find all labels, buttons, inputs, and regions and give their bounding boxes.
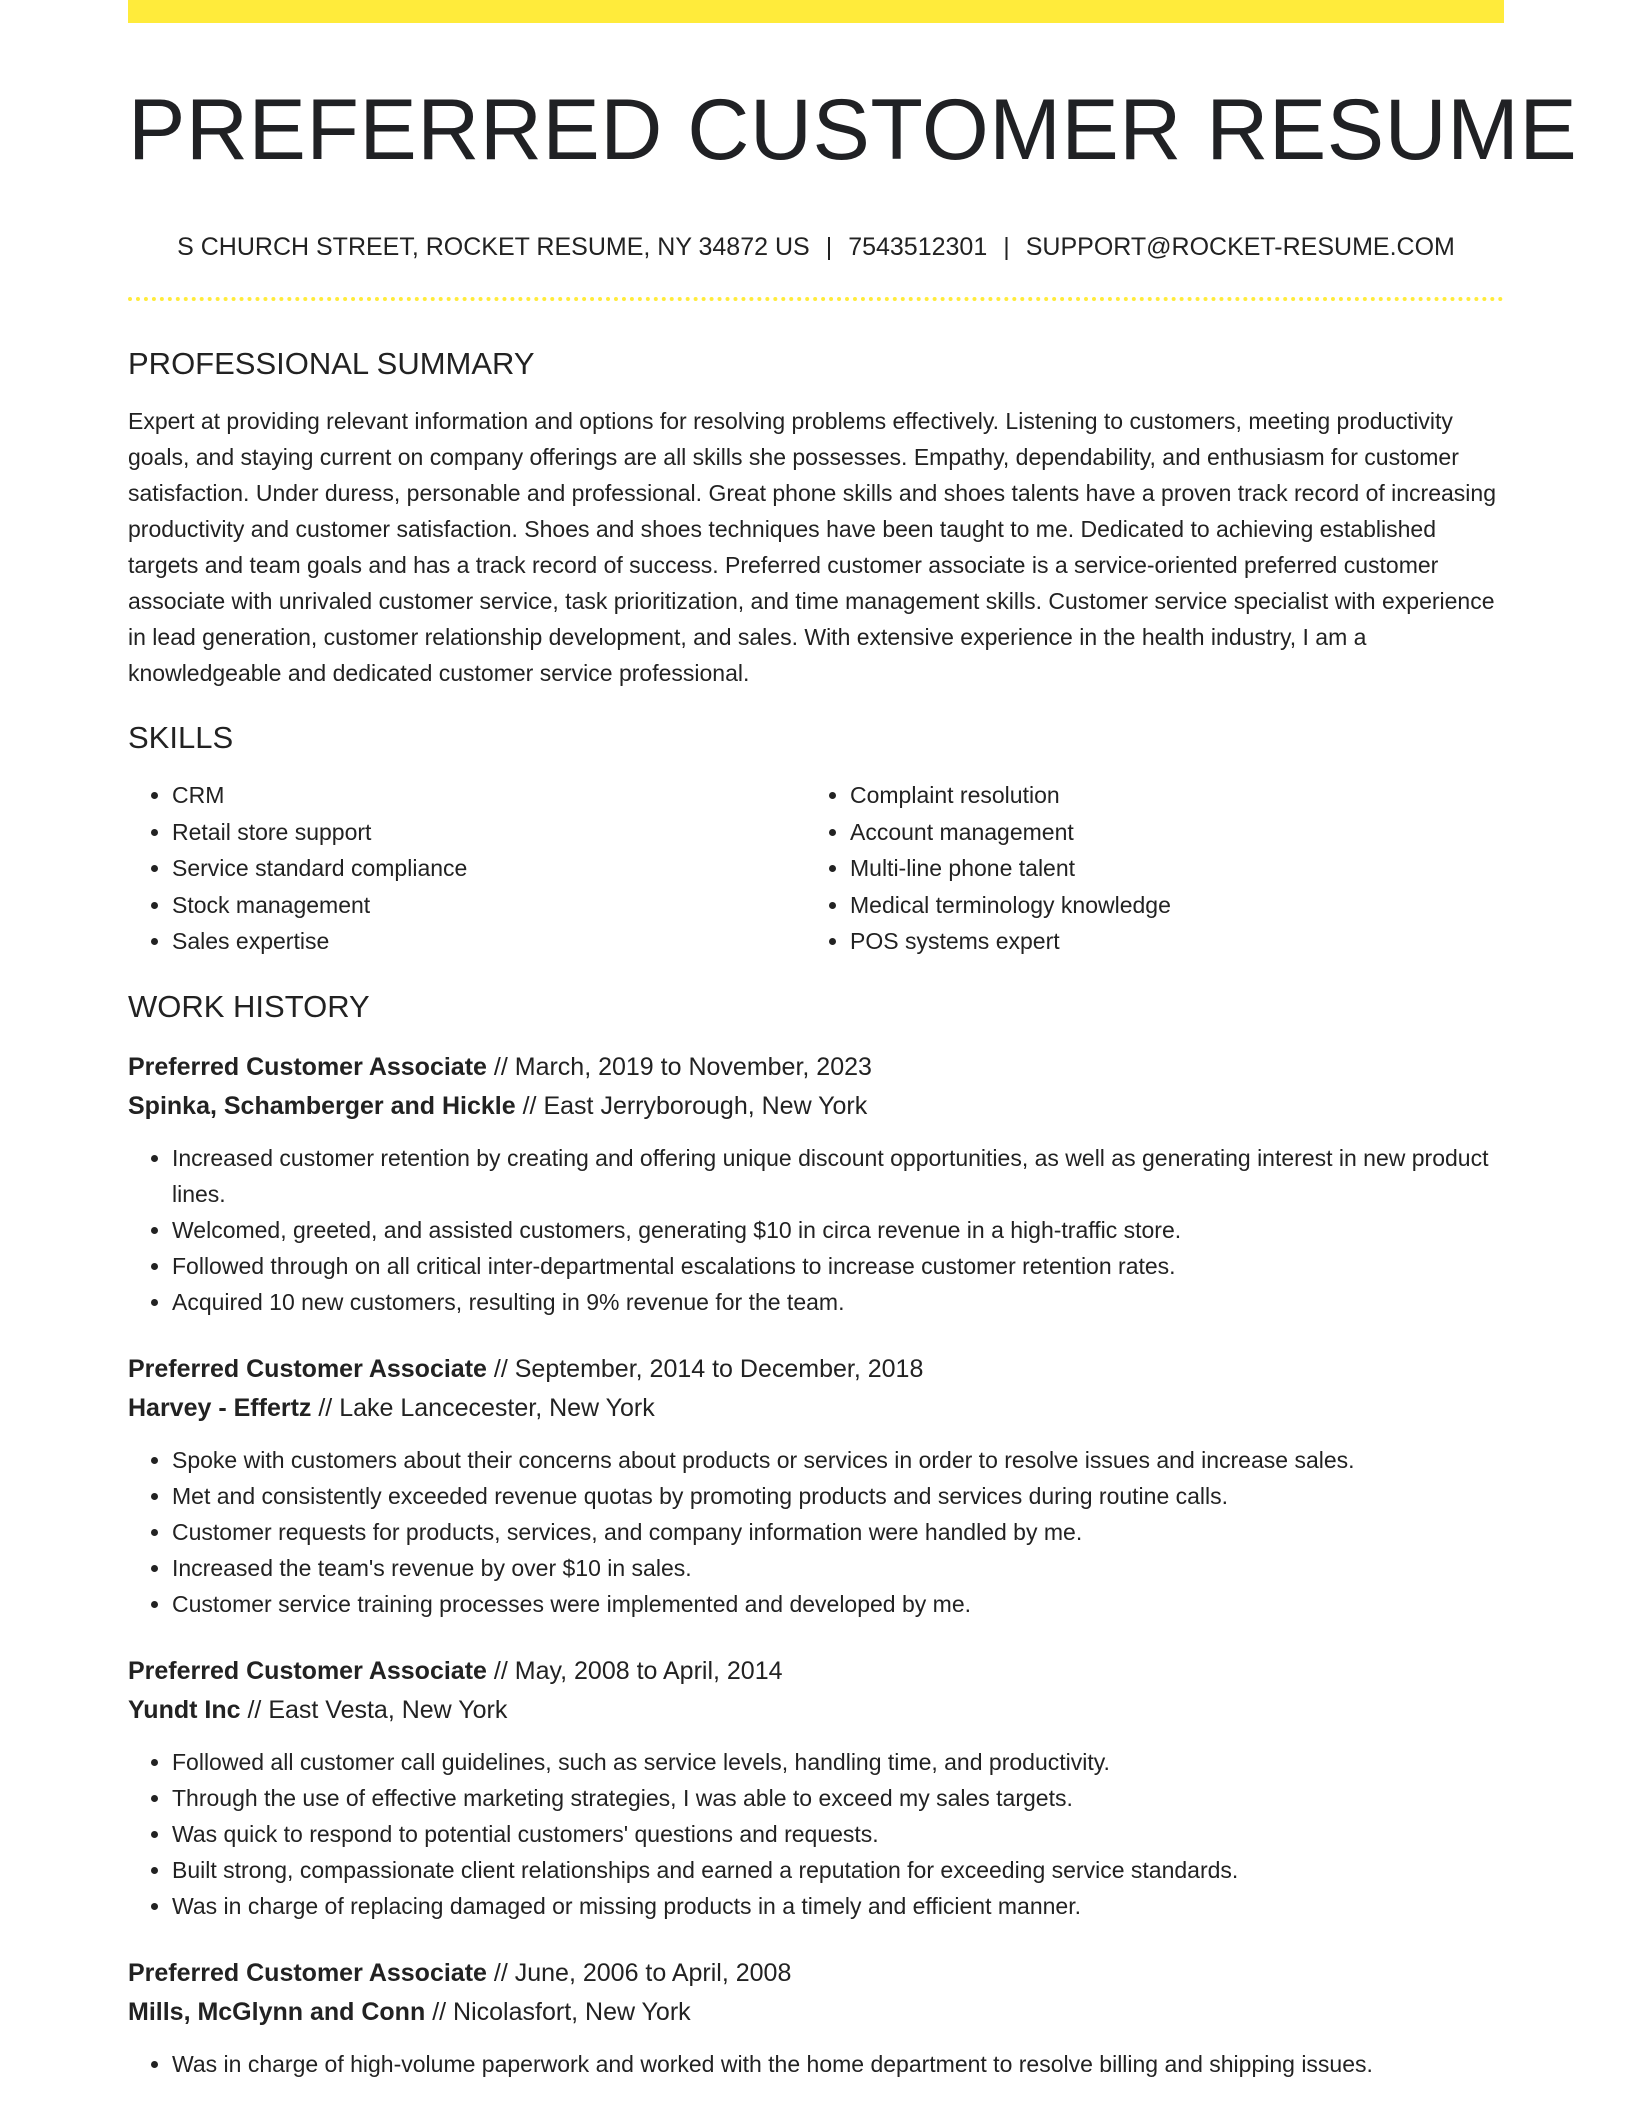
job-entry xyxy=(128,1652,1504,1924)
skill-item: • Service standard compliance xyxy=(172,850,806,887)
job-title-line xyxy=(128,1350,1504,1389)
job-bullet: • Welcomed, greeted, and assisted customers, generating $10 in circa revenue in a high-traffic store. xyxy=(172,1212,1504,1248)
job-bullets xyxy=(128,1140,1504,1320)
skill-item: • CRM xyxy=(172,777,806,814)
job-bullet: • Customer requests for products, services, and company information were handled by me. xyxy=(172,1514,1504,1550)
job-bullets xyxy=(128,1744,1504,1924)
job-bullet: • Through the use of effective marketing strategies, I was able to exceed my sales targets. xyxy=(172,1780,1504,1816)
skill-item: • Sales expertise xyxy=(172,923,806,960)
job-bullet: • Was in charge of high-volume paperwork and worked with the home department to resolve billing and shipping issues. xyxy=(172,2046,1504,2082)
skill-item: • Stock management xyxy=(172,887,806,924)
job-location: East Jerryborough, New York xyxy=(543,1091,868,1120)
job-dates: September, 2014 to December, 2018 xyxy=(514,1354,924,1383)
job-company: Mills, McGlynn and Conn xyxy=(128,1997,426,2026)
job-bullet: • Met and consistently exceeded revenue quotas by promoting products and services during routine calls. xyxy=(172,1478,1504,1514)
contact-address: S CHURCH STREET, ROCKET RESUME, NY 34872 US xyxy=(177,233,810,261)
job-separator: // xyxy=(493,1354,508,1383)
job-separator: // xyxy=(247,1695,262,1724)
contact-separator: | xyxy=(1003,233,1010,261)
job-title: Preferred Customer Associate xyxy=(128,1958,487,1987)
job-company-line xyxy=(128,1691,1504,1730)
skill-item: • Multi-line phone talent xyxy=(850,850,1484,887)
resume-title: PREFERRED CUSTOMER RESUME xyxy=(128,82,1578,178)
job-company: Spinka, Schamberger and Hickle xyxy=(128,1091,516,1120)
dotted-divider xyxy=(128,297,1504,301)
job-title: Preferred Customer Associate xyxy=(128,1052,487,1081)
skill-item: • POS systems expert xyxy=(850,923,1484,960)
job-separator: // xyxy=(493,1052,508,1081)
job-bullet: • Acquired 10 new customers, resulting in 9% revenue for the team. xyxy=(172,1284,1504,1320)
job-entry xyxy=(128,1048,1504,1320)
job-company-line xyxy=(128,1087,1504,1126)
job-company-line xyxy=(128,1993,1504,2032)
job-separator: // xyxy=(493,1958,508,1987)
skill-item: • Retail store support xyxy=(172,814,806,851)
job-bullet: • Spoke with customers about their concerns about products or services in order to resolve issues and increase sales. xyxy=(172,1442,1504,1478)
contact-phone: 7543512301 xyxy=(848,233,988,261)
job-separator: // xyxy=(493,1656,508,1685)
job-entry xyxy=(128,1350,1504,1622)
skill-item: • Medical terminology knowledge xyxy=(850,887,1484,924)
job-company: Yundt Inc xyxy=(128,1695,241,1724)
skills-column-left xyxy=(128,777,806,960)
job-bullet: • Increased the team's revenue by over $10 in sales. xyxy=(172,1550,1504,1586)
skill-item: • Complaint resolution xyxy=(850,777,1484,814)
job-title-line xyxy=(128,1048,1504,1087)
work-history-heading: WORK HISTORY xyxy=(128,988,370,1024)
job-title-line xyxy=(128,1652,1504,1691)
job-bullet: • Followed all customer call guidelines, such as service levels, handling time, and productivity. xyxy=(172,1744,1504,1780)
job-title: Preferred Customer Associate xyxy=(128,1656,487,1685)
summary-heading: PROFESSIONAL SUMMARY xyxy=(128,346,535,381)
job-separator: // xyxy=(318,1393,333,1422)
job-title: Preferred Customer Associate xyxy=(128,1354,487,1383)
skills-list xyxy=(128,777,1504,960)
job-dates: May, 2008 to April, 2014 xyxy=(514,1656,783,1685)
job-entry xyxy=(128,1954,1504,2082)
contact-email: SUPPORT@ROCKET-RESUME.COM xyxy=(1025,233,1455,261)
contact-separator: | xyxy=(825,233,833,261)
job-location: Lake Lancecester, New York xyxy=(339,1393,655,1422)
job-location: Nicolasfort, New York xyxy=(453,1997,691,2026)
job-bullets xyxy=(128,1442,1504,1622)
job-separator: // xyxy=(522,1091,537,1120)
job-dates: March, 2019 to November, 2023 xyxy=(514,1052,872,1081)
job-bullets xyxy=(128,2046,1504,2082)
job-bullet: • Followed through on all critical inter-departmental escalations to increase customer retention rates. xyxy=(172,1248,1504,1284)
skill-item: • Account management xyxy=(850,814,1484,851)
job-location: East Vesta, New York xyxy=(268,1695,508,1724)
job-separator: // xyxy=(432,1997,447,2026)
job-bullet: • Increased customer retention by creating and offering unique discount opportunities, as well as generating interest in new product lines. xyxy=(172,1140,1504,1212)
job-bullet: • Was quick to respond to potential customers' questions and requests. xyxy=(172,1816,1504,1852)
job-company-line xyxy=(128,1389,1504,1428)
summary-text: Expert at providing relevant information and options for resolving problems effectively. Listening to customers, meeting productivity goals, and staying current on company offerings are all skills she possesses. Empathy, dependability, and enthusiasm for customer satisfaction. Under duress, personable and professional. Great phone skills and shoes talents have a proven track record of increasing productivity and customer satisfaction. Shoes and shoes techniques have been taught to me. Dedicated to achieving established targets and team goals and has a track record of success. Preferred customer associate is a service-oriented preferred customer associate with unrivaled customer service, task prioritization, and time management skills. Customer service specialist with experience in lead generation, customer relationship development, and sales. With extensive experience in the health industry, I am a knowledgeable and dedicated customer service professional. xyxy=(128,408,1496,686)
job-company: Harvey - Effertz xyxy=(128,1393,312,1422)
skills-column-right xyxy=(806,777,1484,960)
job-title-line xyxy=(128,1954,1504,1993)
skills-heading: SKILLS xyxy=(128,720,234,755)
contact-line xyxy=(128,231,1504,263)
job-bullet: • Built strong, compassionate client relationships and earned a reputation for exceeding service standards. xyxy=(172,1852,1504,1888)
job-bullet: • Customer service training processes were implemented and developed by me. xyxy=(172,1586,1504,1622)
resume-content xyxy=(128,0,1578,2082)
job-dates: June, 2006 to April, 2008 xyxy=(514,1958,792,1987)
job-bullet: • Was in charge of replacing damaged or missing products in a timely and efficient manner. xyxy=(172,1888,1504,1924)
